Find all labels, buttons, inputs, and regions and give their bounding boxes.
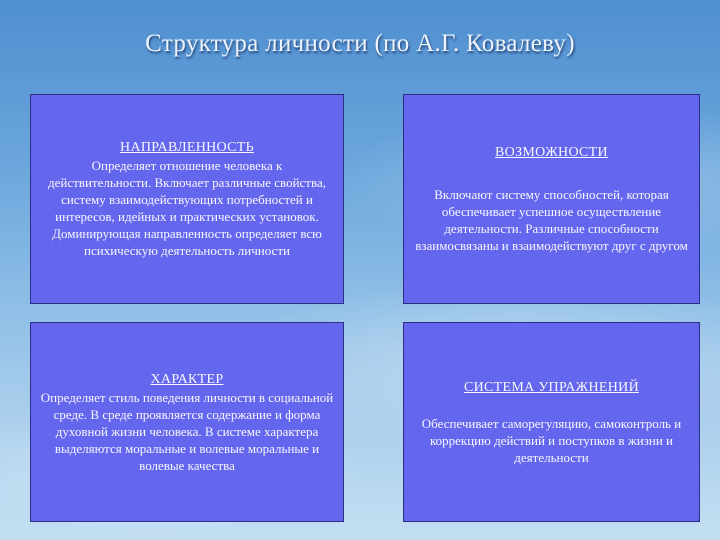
block-character-heading: ХАРАКТЕР (150, 371, 224, 387)
block-direction (30, 94, 344, 304)
block-character-text: Определяет стиль поведения личности в социальной среде. В среде проявляется содержание и форма духовной жизни человека. В системе характера выделяются моральные и волевые моральные и волевые качества (40, 389, 334, 473)
block-character (30, 322, 344, 522)
block-control-text: Обеспечивает саморегуляцию, самоконтроль и коррекцию действий и поступков в жизни и деятельности (421, 415, 682, 465)
block-abilities (403, 94, 700, 304)
slide-title: Структура личности (по А.Г. Ковалеву) (145, 30, 575, 57)
block-control-heading: СИСТЕМА УПРАЖНЕНИЙ (463, 379, 639, 395)
block-control (403, 322, 700, 522)
block-direction-text: Определяет отношение человека к действительности. Включает различные свойства, систему взаимодействующих потребностей и интересов, идейных и практических установок. Доминирующая направленность определяет всю психическую деятельность личности (48, 158, 326, 258)
block-abilities-heading: ВОЗМОЖНОСТИ (495, 145, 608, 160)
block-direction-heading: НАПРАВЛЕННОСТЬ (120, 140, 254, 155)
block-abilities-text: Включают систему способностей, которая обеспечивает успешное осуществление деятельности. Различные способности взаимосвязаны и взаимодействуют друг с другом (415, 187, 688, 253)
